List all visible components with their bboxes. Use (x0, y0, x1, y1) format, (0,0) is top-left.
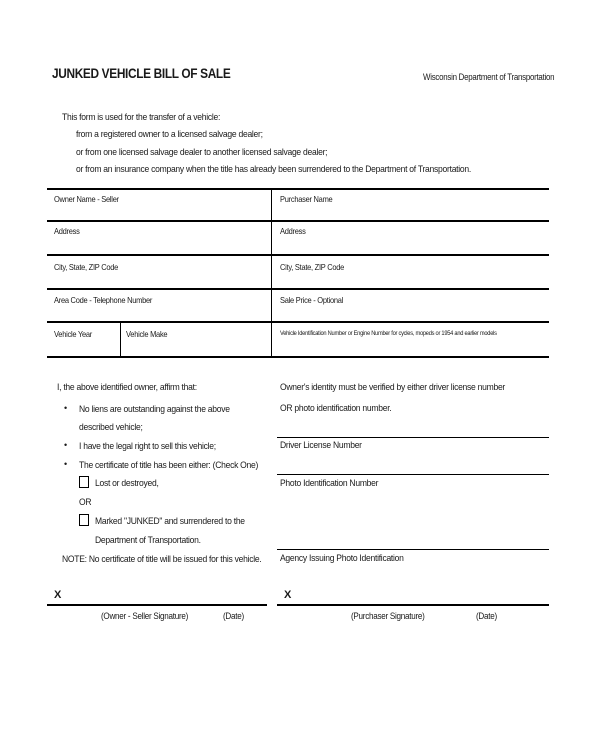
bullet-icon: • (64, 403, 68, 413)
intro-line-1: This form is used for the transfer of a vehicle: (62, 112, 221, 123)
bullet-icon: • (64, 459, 68, 469)
purchaser-name-field[interactable]: Purchaser Name (280, 194, 333, 204)
owner-city-field[interactable]: City, State, ZIP Code (54, 262, 119, 272)
agency-name: Wisconsin Department of Transportation (423, 72, 555, 82)
driver-license-line (277, 437, 549, 438)
table-column-divider (120, 322, 121, 357)
agency-id-field[interactable]: Agency Issuing Photo Identification (280, 553, 404, 564)
table-column-divider (271, 189, 272, 357)
intro-line-3: or from one licensed salvage dealer to another licensed salvage dealer; (76, 147, 328, 158)
owner-signature-line[interactable] (47, 604, 267, 606)
note-text: NOTE: No certificate of title will be issued for this vehicle. (62, 554, 262, 565)
form-title: JUNKED VEHICLE BILL OF SALE (52, 66, 231, 81)
agency-id-line (277, 549, 549, 550)
owner-x-mark: X (54, 589, 62, 601)
affirm-bullet-3: The certificate of title has been either: (Check One) (79, 460, 259, 471)
or-label: OR (79, 497, 92, 508)
owner-signature-label: (Owner - Seller Signature) (101, 611, 189, 621)
vehicle-year-field[interactable]: Vehicle Year (54, 329, 93, 339)
identity-line-2: OR photo identification number. (280, 403, 392, 414)
purchaser-x-mark: X (284, 589, 292, 601)
affirm-intro: I, the above identified owner, affirm that: (57, 382, 197, 393)
owner-address-field[interactable]: Address (54, 226, 80, 236)
check-lost-label: Lost or destroyed, (95, 478, 159, 489)
purchaser-signature-line[interactable] (277, 604, 549, 606)
owner-date-label: (Date) (223, 611, 244, 621)
owner-phone-field[interactable]: Area Code - Telephone Number (54, 295, 153, 305)
purchaser-address-field[interactable]: Address (280, 226, 306, 236)
purchaser-date-label: (Date) (476, 611, 497, 621)
owner-name-field[interactable]: Owner Name - Seller (54, 194, 119, 204)
identity-line-1: Owner's identity must be verified by either driver license number (280, 382, 506, 393)
affirm-bullet-2: I have the legal right to sell this vehicle; (79, 441, 216, 452)
intro-line-4: or from an insurance company when the title has already been surrendered to the Department of Transportation. (76, 164, 471, 175)
vin-field[interactable]: Vehicle Identification Number or Engine Number for cycles, mopeds or 1954 and earlier models (280, 330, 497, 337)
table-row-divider (47, 254, 549, 256)
driver-license-field[interactable]: Driver License Number (280, 440, 362, 451)
table-row-divider (47, 220, 549, 222)
affirm-bullet-1b: described vehicle; (79, 422, 143, 433)
photo-id-line (277, 474, 549, 475)
table-top-border (47, 188, 549, 190)
check-junked-label-a: Marked "JUNKED" and surrendered to the (95, 516, 245, 527)
bullet-icon: • (64, 440, 68, 450)
lost-destroyed-checkbox[interactable] (79, 476, 89, 488)
junked-checkbox[interactable] (79, 514, 89, 526)
purchaser-city-field[interactable]: City, State, ZIP Code (280, 262, 345, 272)
intro-line-2: from a registered owner to a licensed salvage dealer; (76, 129, 263, 140)
table-bottom-border (47, 356, 549, 358)
purchaser-signature-label: (Purchaser Signature) (351, 611, 425, 621)
vehicle-make-field[interactable]: Vehicle Make (126, 329, 168, 339)
affirm-bullet-1a: No liens are outstanding against the above (79, 404, 230, 415)
table-row-divider (47, 321, 549, 323)
photo-id-field[interactable]: Photo Identification Number (280, 478, 379, 489)
check-junked-label-b: Department of Transportation. (95, 535, 201, 546)
table-row-divider (47, 288, 549, 290)
sale-price-field[interactable]: Sale Price - Optional (280, 295, 344, 305)
